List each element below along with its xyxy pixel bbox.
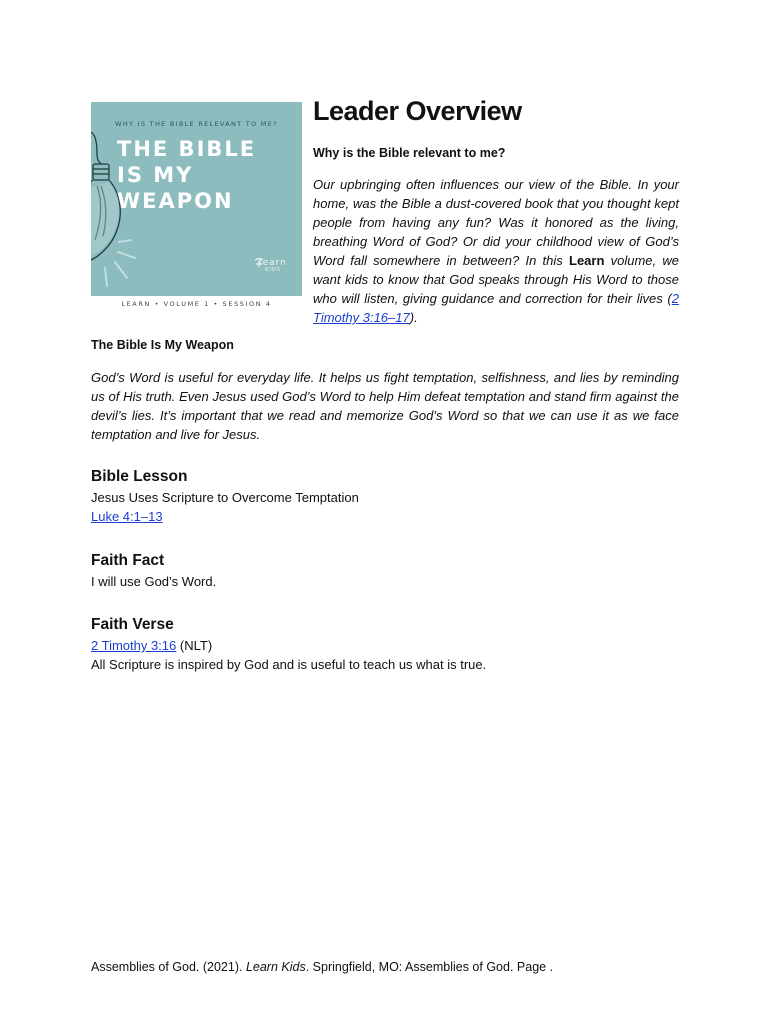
faith-verse-heading: Faith Verse bbox=[91, 616, 174, 633]
intro-text: ). bbox=[409, 310, 418, 325]
bible-lesson-heading: Bible Lesson bbox=[91, 468, 188, 485]
overview-intro bbox=[313, 175, 679, 327]
cover-caption: LEARN • VOLUME 1 • SESSION 4 bbox=[121, 300, 272, 308]
overview-question: Why is the Bible relevant to me? bbox=[313, 146, 506, 160]
bible-lesson-ref bbox=[91, 509, 163, 524]
cover-top-text: WHY IS THE BIBLE RELEVANT TO ME? bbox=[115, 120, 278, 128]
citation-footer bbox=[91, 960, 553, 974]
scripture-link[interactable]: 2 Timothy 3:16 bbox=[91, 638, 177, 653]
session-title: The Bible Is My Weapon bbox=[91, 338, 234, 352]
logo-word: learn bbox=[259, 258, 287, 268]
intro-bold-learn: Learn bbox=[569, 253, 605, 268]
faith-verse-ref bbox=[91, 638, 212, 653]
footer-text: Assemblies of God. (2021). bbox=[91, 960, 246, 974]
bible-lesson-text: Jesus Uses Scripture to Overcome Temptation bbox=[91, 490, 359, 505]
cover-title-line: WEAPON bbox=[117, 189, 234, 213]
page-title: Leader Overview bbox=[313, 96, 522, 126]
cover-title bbox=[117, 136, 256, 214]
footer-italic: Learn Kids bbox=[245, 960, 306, 974]
footer-text: . Springfield, MO: Assemblies of God. Page . bbox=[305, 960, 554, 974]
intro-text: volume, we want kids to know that God speaks through His Word to those who will listen, giving guidance and correction for their lives ( bbox=[313, 253, 679, 306]
learn-kids-logo bbox=[253, 258, 293, 273]
logo-mark-icon bbox=[253, 258, 265, 268]
logo-sub: KIDS bbox=[265, 267, 281, 273]
verse-version: (NLT) bbox=[176, 638, 213, 653]
cover-title-line: IS MY bbox=[117, 163, 194, 187]
faith-fact-text: I will use God’s Word. bbox=[91, 574, 217, 589]
scripture-link[interactable]: Luke 4:1–13 bbox=[91, 509, 163, 524]
faith-verse-text: All Scripture is inspired by God and is useful to teach us what is true. bbox=[91, 657, 487, 672]
session-body: God’s Word is useful for everyday life. It helps us fight temptation, selfishness, and lies by reminding us of His truth. Even Jesus used God’s Word to help Him defeat temptation and stand firm against the devil’s lies. It’s important that we read and memorize God’s Word so that we can use it as we face temptation and live for Jesus. bbox=[91, 370, 679, 442]
scripture-link[interactable]: 2 Timothy 3:16–17 bbox=[313, 291, 679, 325]
intro-text: Our upbringing often influences our view of the Bible. In your home, was the Bible a dust-covered book that you thought kept people from having any fun? Was it honored as the living, breathing Word of God? Or did your childhood view of God’s Word fall somewhere in between? In this bbox=[313, 177, 679, 268]
cover-title-line: THE BIBLE bbox=[117, 137, 257, 161]
cover-image bbox=[91, 102, 302, 296]
faith-fact-heading: Faith Fact bbox=[91, 552, 165, 569]
